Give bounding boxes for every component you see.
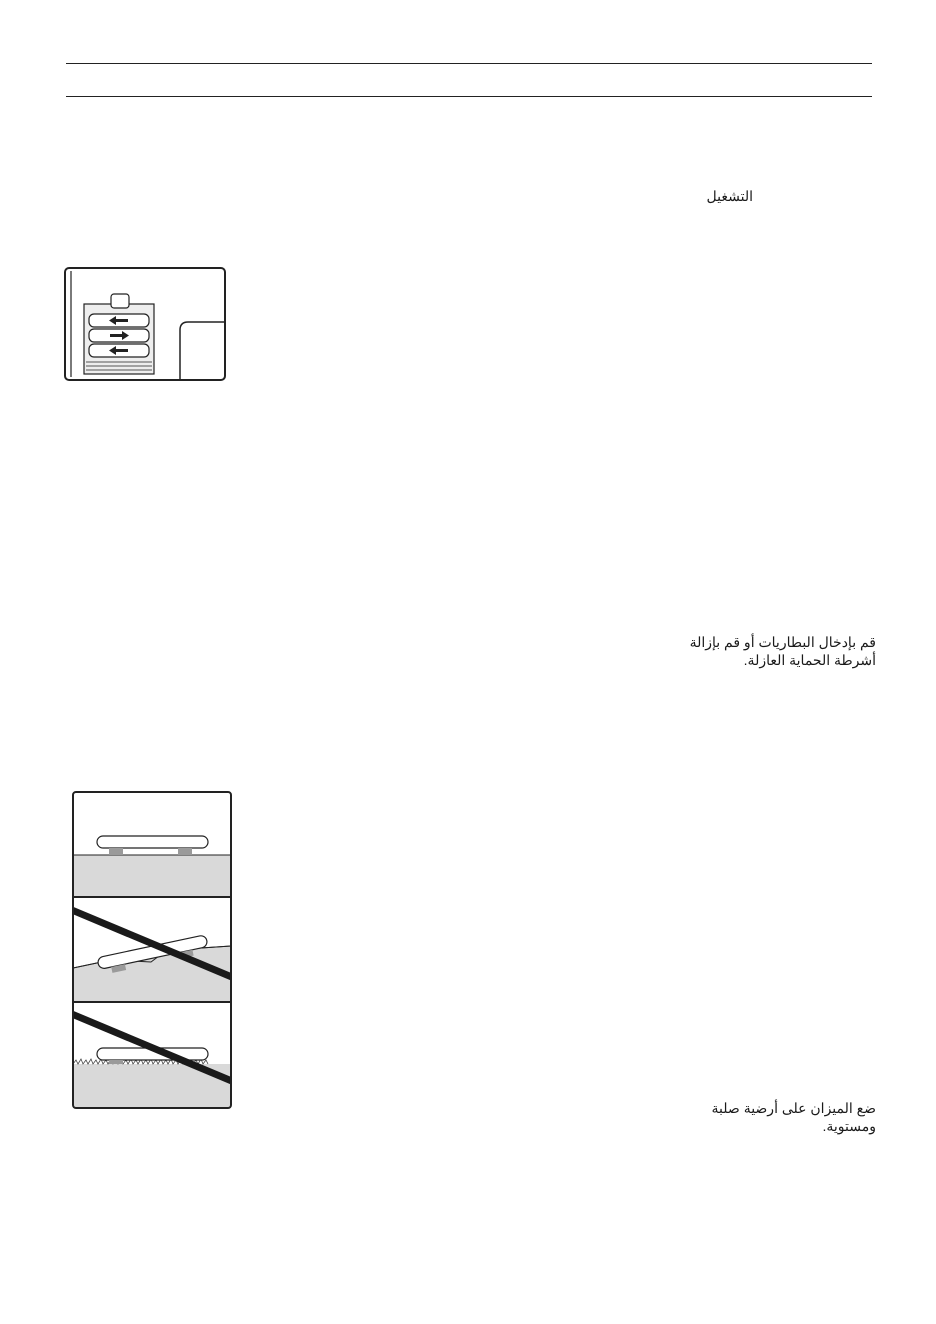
header-rule-top — [66, 63, 872, 64]
section-title: التشغيل — [706, 188, 753, 204]
step-insert-batteries — [676, 633, 876, 669]
header-rule-bottom — [66, 96, 872, 97]
step-line: ومستوية. — [822, 1118, 876, 1134]
scale-surface-icon — [71, 790, 234, 1112]
step-line: أشرطة الحماية العازلة. — [743, 652, 876, 668]
step-line: ضع الميزان على أرضية صلبة — [711, 1100, 876, 1116]
panel-uneven-floor — [71, 908, 234, 1002]
step-place-on-floor — [676, 1099, 876, 1135]
battery-compartment-icon — [64, 267, 227, 383]
battery-compartment-figure — [64, 267, 227, 383]
panel-flat-floor — [73, 836, 231, 896]
surface-placement-figure — [71, 790, 234, 1112]
step-line: قم بإدخال البطاريات أو قم بإزالة — [689, 634, 876, 650]
panel-carpet — [71, 1012, 234, 1108]
